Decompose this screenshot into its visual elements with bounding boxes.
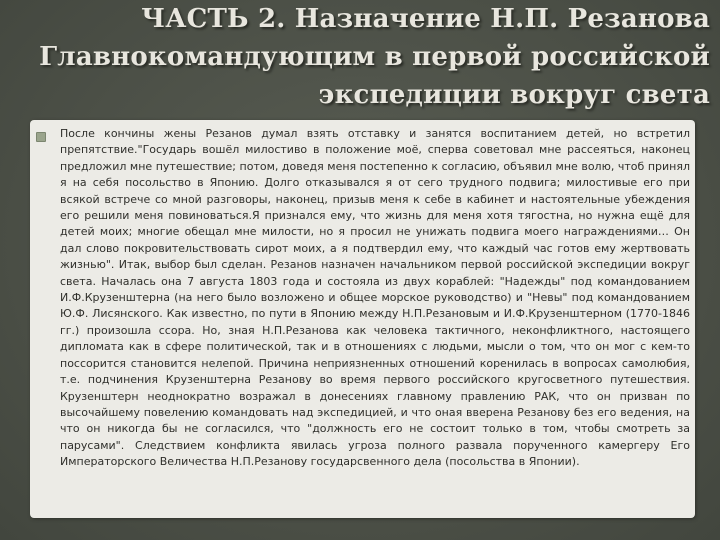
title-line-1: ЧАСТЬ 2. Назначение Н.П. Резанова [141,4,710,34]
title-line-3: экспедиции вокруг света [318,80,710,110]
bullet-icon [36,132,46,142]
content-box [30,120,695,518]
body-paragraph: После кончины жены Резанов думал взять отставку и занятся воспитанием детей, но встретил препятствие."Государь вошёл милостиво в положение моё, сперва советовал мне рассеяться, наконец предложил мне путешествие; потом, доведя меня постепенно к согласию, объявил мне волю, чтоб принял я на себя посольство в Японию. Долго отказывался я от сего трудного подвига; милостивые его при всякой встрече со мной разговоры, наконец, призыв меня к себе в кабинет и настоятельные убеждения его решили меня повиноваться.Я признался ему, что жизнь для меня хотя тягостна, но нужна ещё для детей моих; многие обещал мне милости, но я просил не унижать подвига моего награждениями… Он дал слово покровительствовать сирот моих, а я подтвердил ему, что каждый час готов ему жертвовать жизнью". Итак, выбор был сделан. Резанов назначен начальником первой российской экспедиции вокруг света. Началась она 7 августа 1803 года и состояла из двух кораблей: "Надежды" под командованием И.Ф.Крузенштерна (на него было возложено и общее морское руководство) и "Невы" под командованием Ю.Ф. Лисянского. Как известно, по пути в Японию между Н.П.Резановым и И.Ф.Крузенштерном (1770-1846 гг.) произошла ссора. Но, зная Н.П.Резанова как человека тактичного, неконфликтного, настоящего дипломата как в сфере политической, так и в отношениях с людьми, мысли о том, что он мог с кем-то поссорится становится нелепой. Причина неприязненных отношений коренилась в вопросах самолюбия, т.е. подчинения Крузенштерна Резанову во время первого российского кругосветного путешествия. Крузенштерн неоднократно возражал в донесениях главному правлению РАК, что он призван по высочайшему повелению командовать над экспедицией, и что оная вверена Резанову без его ведения, на что он никогда бы не согласился, что "должность его не состоит только в том, чтобы смотреть за парусами". Следствием конфликта явилась угроза полного развала порученного камергеру Его Императорского Величества Н.П.Резанову государсвенного дела (посольства в Японии). [60,127,690,469]
title-line-2: Главнокомандующим в первой российской [39,42,710,72]
slide-title [10,0,710,114]
